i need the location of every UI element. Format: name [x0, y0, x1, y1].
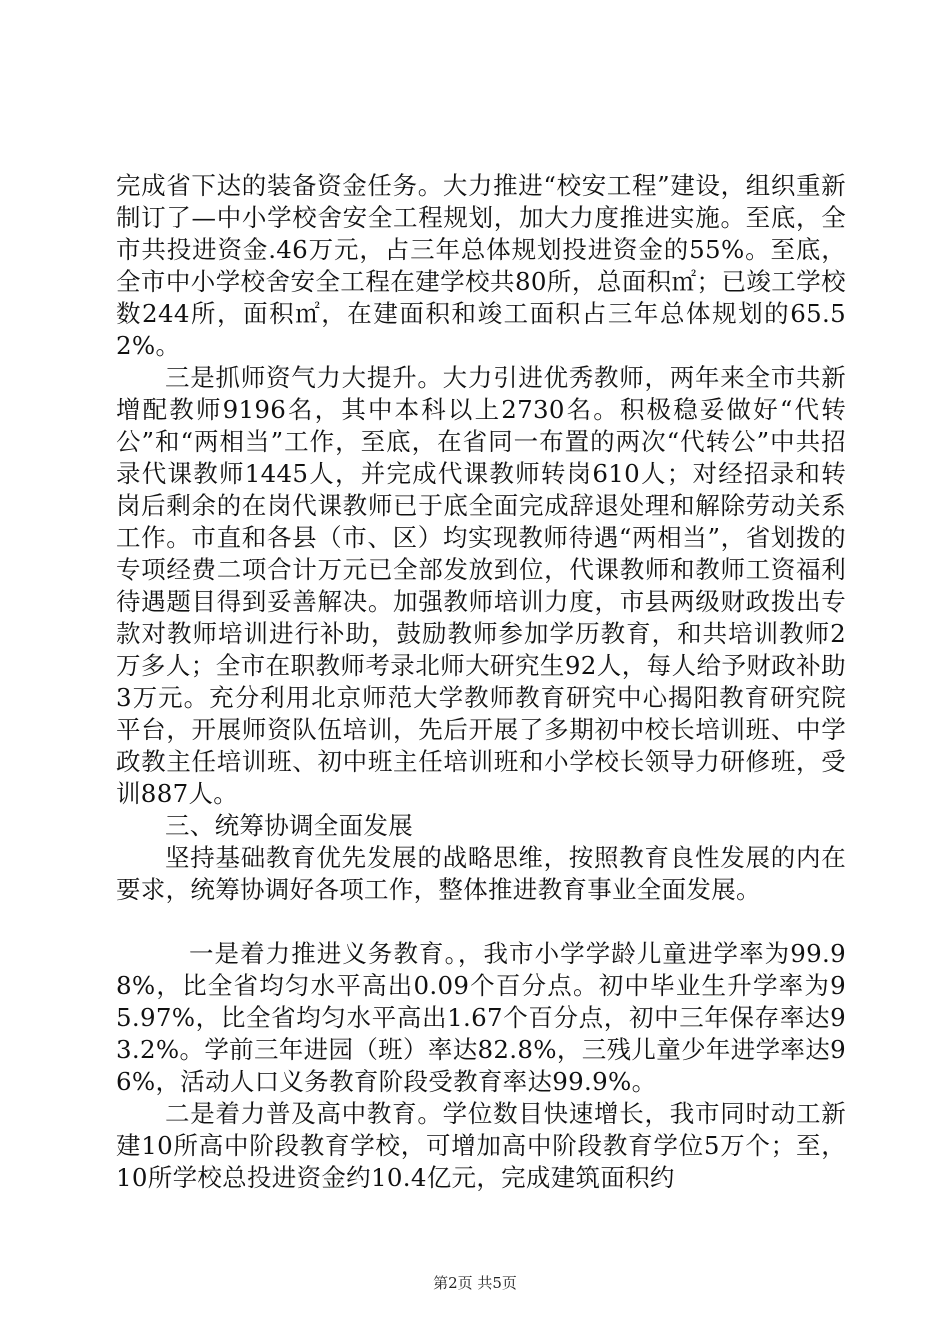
paragraph-compulsory-education: 一是着力推进义务教育。，我市小学学龄儿童进学率为99.98%，比全省均匀水平高出0.09个百分点。初中毕业生升学率为95.97%，比全省均匀水平高出1.67个百分点，初中三年保存率达93.2%。学前三年进园（班）率达82.8%，三残儿童少年进学率达96%，活动人口义务教育阶段受教育率达99.9%。: [116, 939, 846, 1096]
paragraph-teacher-quality: 三是抓师资气力大提升。大力引进优秀教师，两年来全市共新增配教师9196名，其中本科以上2730名。积极稳妥做好“代转公”和“两相当”工作，至底，在省同一布置的两次“代转公”中共招录代课教师1445人，并完成代课教师转岗610人；对经招录和转岗后剩余的在岗代课教师已于底全面完成辞退处理和解除劳动关系工作。市直和各县（市、区）均实现教师待遇“两相当”，省划拨的专项经费二项合计万元已全部发放到位，代课教师和教师工资福利待遇题目得到妥善解决。加强教师培训力度，市县两级财政拨出专款对教师培训进行补助，鼓励教师参加学历教育，和共培训教师2万多人；全市在职教师考录北师大研究生92人，每人给予财政补助3万元。充分利用北京师范大学教师教育研究中心揭阳教育研究院平台，开展师资队伍培训，先后开展了多期初中校长培训班、中学政教主任培训班、初中班主任培训班和小学校长领导力研修班，受训887人。: [116, 363, 846, 808]
paragraph-coordinated-development: 坚持基础教育优先发展的战略思维，按照教育良性发展的内在要求，统筹协调好各项工作，整体推进教育事业全面发展。: [116, 843, 846, 904]
paragraph-school-safety: 完成省下达的装备资金任务。大力推进“校安工程”建设，组织重新制订了—中小学校舍安全工程规划，加大力度推进实施。至底，全市共投进资金.46万元，占三年总体规划投进资金的55%。至底，全市中小学校舍安全工程在建学校共80所，总面积㎡；已竣工学校数244所，面积㎡，在建面积和竣工面积占三年总体规划的65.52%。: [116, 171, 846, 360]
page-number-footer: 第2页 共5页: [433, 1274, 517, 1292]
section-heading-coordinated-development: 三、统筹协调全面发展: [165, 811, 413, 840]
paragraph-high-school-education: 二是着力普及高中教育。学位数目快速增长，我市同时动工新建10所高中阶段教育学校，可增加高中阶段教育学位5万个；至，10所学校总投进资金约10.4亿元，完成建筑面积约: [116, 1099, 846, 1192]
document-body: [116, 170, 846, 1194]
